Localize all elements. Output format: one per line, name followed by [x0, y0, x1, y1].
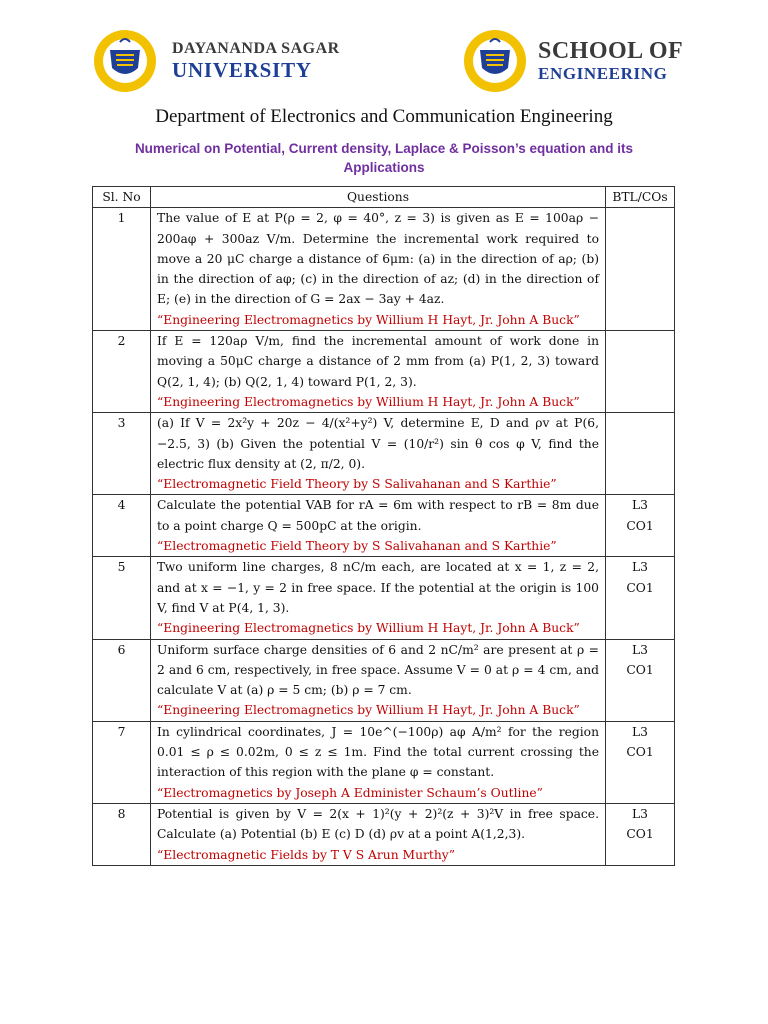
dsu-name-line1: DAYANANDA SAGAR: [172, 40, 340, 57]
row-number: 2: [93, 331, 151, 413]
btl-co-cell: [606, 557, 675, 639]
question-text: Two uniform line charges, 8 nC/m each, are located at x = 1, z = 2, and at x = −1, y = 2 in free space. If the potential at the origin is 100 V, find V at P(4, 1, 3).: [157, 560, 599, 615]
table-row: [93, 803, 675, 865]
btl-co-cell: [606, 495, 675, 557]
btl-co-cell: [606, 331, 675, 413]
question-reference: “Engineering Electromagnetics by Willium H Hayt, Jr. John A Buck”: [157, 703, 580, 718]
question-reference: “Electromagnetics by Joseph A Edminister Schaum’s Outline”: [157, 785, 543, 800]
btl-co-cell: [606, 208, 675, 331]
question-reference: “Electromagnetic Fields by T V S Arun Murthy”: [157, 847, 456, 862]
question-cell: [151, 721, 606, 803]
question-text: Calculate the potential VAB for rA = 6m with respect to rB = 8m due to a point charge Q = 500pC at the origin.: [157, 498, 599, 533]
btl-level: L3: [632, 642, 648, 657]
row-number: 8: [93, 803, 151, 865]
question-cell: [151, 557, 606, 639]
btl-co-cell: [606, 721, 675, 803]
column-header-sl: Sl. No: [93, 187, 151, 208]
table-row: [93, 331, 675, 413]
row-number: 7: [93, 721, 151, 803]
table-row: [93, 208, 675, 331]
course-outcome: CO1: [626, 662, 654, 677]
course-outcome: CO1: [626, 580, 654, 595]
column-header-questions: Questions: [151, 187, 606, 208]
soe-name-line2: ENGINEERING: [538, 64, 668, 83]
question-cell: [151, 639, 606, 721]
question-cell: [151, 413, 606, 495]
course-outcome: CO1: [626, 827, 654, 842]
question-reference: “Electromagnetic Field Theory by S Salivahanan and S Karthie”: [157, 477, 557, 492]
question-reference: “Electromagnetic Field Theory by S Salivahanan and S Karthie”: [157, 539, 557, 554]
table-row: [93, 721, 675, 803]
table-row: [93, 495, 675, 557]
soe-name-line1: SCHOOL OF: [538, 38, 684, 64]
question-reference: “Engineering Electromagnetics by Willium H Hayt, Jr. John A Buck”: [157, 394, 580, 409]
table-row: [93, 413, 675, 495]
table-row: [93, 639, 675, 721]
question-cell: [151, 331, 606, 413]
soe-seal-icon: [462, 28, 528, 94]
btl-co-cell: [606, 639, 675, 721]
row-number: 4: [93, 495, 151, 557]
btl-co-cell: [606, 803, 675, 865]
questions-table: [92, 186, 675, 866]
dsu-seal-icon: [92, 28, 158, 94]
question-text: The value of E at P(ρ = 2, φ = 40°, z = 3) is given as E = 100aρ − 200aφ + 300az V/m. Determine the incremental work required to move a 20 μC charge a distance of 6μm: (a) in the direction of aρ; (b) in the direction of aφ; (c) in the direction of az; (d) in the direction of E; (e) in the direction of G = 2ax − 3ay + 4az.: [157, 211, 599, 307]
table-row: [93, 557, 675, 639]
btl-level: L3: [632, 560, 648, 575]
btl-level: L3: [632, 498, 648, 513]
table-header-row: [93, 187, 675, 208]
dsu-name-line2: UNIVERSITY: [172, 58, 312, 82]
question-text: Potential is given by V = 2(x + 1)²(y + 2)²(z + 3)²V in free space. Calculate (a) Potential (b) E (c) D (d) ρv at a point A(1,2,3).: [157, 806, 599, 842]
question-cell: [151, 495, 606, 557]
course-outcome: CO1: [626, 518, 654, 533]
question-reference: “Engineering Electromagnetics by Willium H Hayt, Jr. John A Buck”: [157, 312, 580, 327]
document-subtitle: Numerical on Potential, Current density, Laplace & Poisson’s equation and its Applications: [134, 141, 634, 175]
btl-level: L3: [632, 806, 648, 821]
question-text: If E = 120aρ V/m, find the incremental amount of work done in moving a 50μC charge a distance of 2 mm from (a) P(1, 2, 3) toward Q(2, 1, 4); (b) Q(2, 1, 4) toward P(1, 2, 3).: [157, 334, 599, 389]
logo-row: [0, 24, 768, 94]
row-number: 6: [93, 639, 151, 721]
course-outcome: CO1: [626, 745, 654, 760]
question-reference: “Engineering Electromagnetics by Willium H Hayt, Jr. John A Buck”: [157, 621, 580, 636]
column-header-btl: BTL/COs: [606, 187, 675, 208]
question-text: Uniform surface charge densities of 6 and 2 nC/m² are present at ρ = 2 and 6 cm, respectively, in free space. Assume V = 0 at ρ = 4 cm, and calculate V at (a) ρ = 5 cm; (b) ρ = 7 cm.: [157, 642, 599, 698]
question-cell: [151, 208, 606, 331]
row-number: 1: [93, 208, 151, 331]
question-text: (a) If V = 2x²y + 20z − 4/(x²+y²) V, determine E, D and ρv at P(6, −2.5, 3) (b) Given the potential V = (10/r²) sin θ cos φ V, find the electric flux density at (2, π/2, 0).: [157, 416, 599, 471]
department-title: Department of Electronics and Communication Engineering: [155, 106, 613, 127]
row-number: 5: [93, 557, 151, 639]
btl-co-cell: [606, 413, 675, 495]
row-number: 3: [93, 413, 151, 495]
question-text: In cylindrical coordinates, J = 10e^(−100ρ) aφ A/m² for the region 0.01 ≤ ρ ≤ 0.02m, 0 ≤ z ≤ 1m. Find the total current crossing the interaction of this region with the plane φ = constant.: [157, 724, 599, 780]
question-cell: [151, 803, 606, 865]
btl-level: L3: [632, 724, 648, 739]
